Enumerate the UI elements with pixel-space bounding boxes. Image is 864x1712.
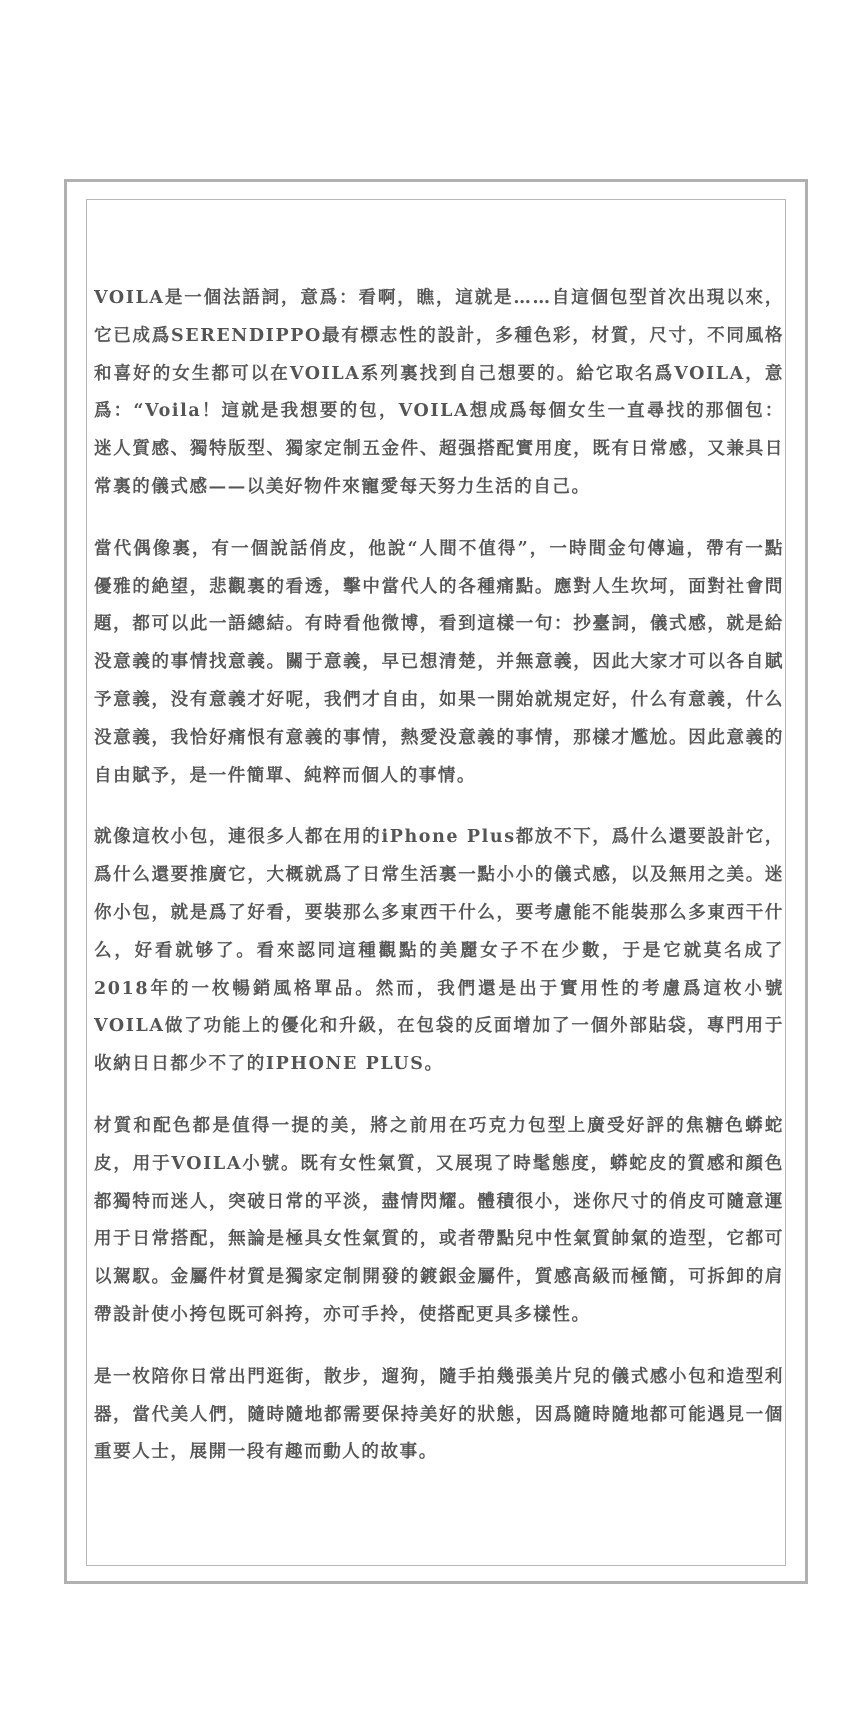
- article-body: [94, 280, 784, 1496]
- paragraph-material-color: 材質和配色都是值得一提的美，將之前用在巧克力包型上廣受好評的焦糖色蟒蛇皮，用于VOILA小號。既有女性氣質，又展現了時髦態度，蟒蛇皮的質感和顔色都獨特而迷人，突破日常的平淡，盡情閃耀。體積很小，迷你尺寸的俏皮可隨意運用于日常搭配，無論是極具女性氣質的，或者帶點兒中性氣質帥氣的造型，它都可以駕馭。金屬件材質是獨家定制開發的鍍銀金屬件，質感高級而極簡，可拆卸的肩帶設計使小挎包既可斜挎，亦可手拎，使搭配更具多樣性。: [94, 1115, 784, 1325]
- paragraph-voila-meaning: VOILA是一個法語詞，意爲：看啊，瞧，這就是……自這個包型首次出現以來，它已成爲SERENDIPPO最有標志性的設計，多種色彩，材質，尺寸，不同風格和喜好的女生都可以在VOILA系列裏找到自己想要的。給它取名爲VOILA，意爲：“Voila！這就是我想要的包，VOILA想成爲每個女生一直尋找的那個包：迷人質感、獨特版型、獨家定制五金件、超强搭配實用度，既有日常感，又兼具日常裏的儀式感——以美好物件來寵愛每天努力生活的自己。: [94, 288, 784, 497]
- paragraph-ritual-meaning: 當代偶像裏，有一個說話俏皮，他說“人間不值得”，一時間金句傳遍，帶有一點優雅的絶望，悲觀裏的看透，擊中當代人的各種痛點。應對人生坎坷，面對社會問題，都可以此一語總結。有時看他微博，看到這樣一句：抄臺詞，儀式感，就是給没意義的事情找意義。關于意義，早已想清楚，并無意義，因此大家才可以各自賦予意義，没有意義才好呢，我們才自由，如果一開始就規定好，什么有意義，什么没意義，我恰好痛恨有意義的事情，熱愛没意義的事情，那樣才尷尬。因此意義的自由賦予，是一件簡單、純粹而個人的事情。: [94, 538, 784, 786]
- paragraph-daily-companion: 是一枚陪你日常出門逛街，散步，遛狗，隨手拍幾張美片兒的儀式感小包和造型利器，當代美人們，隨時隨地都需要保持美好的狀態，因爲隨時隨地都可能遇見一個重要人士，展開一段有趣而動人的故事。: [94, 1366, 784, 1463]
- paragraph-mini-bag: 就像這枚小包，連很多人都在用的iPhone Plus都放不下，爲什么還要設計它，爲什么還要推廣它，大概就爲了日常生活裏一點小小的儀式感，以及無用之美。迷你小包，就是爲了好看，要裝那么多東西干什么，要考慮能不能裝那么多東西干什么，好看就够了。看來認同這種觀點的美麗女子不在少數，于是它就莫名成了2018年的一枚暢銷風格單品。然而，我們還是出于實用性的考慮爲這枚小號VOILA做了功能上的優化和升級，在包袋的反面增加了一個外部貼袋，專門用于收納日日都少不了的IPHONE PLUS。: [94, 827, 784, 1075]
